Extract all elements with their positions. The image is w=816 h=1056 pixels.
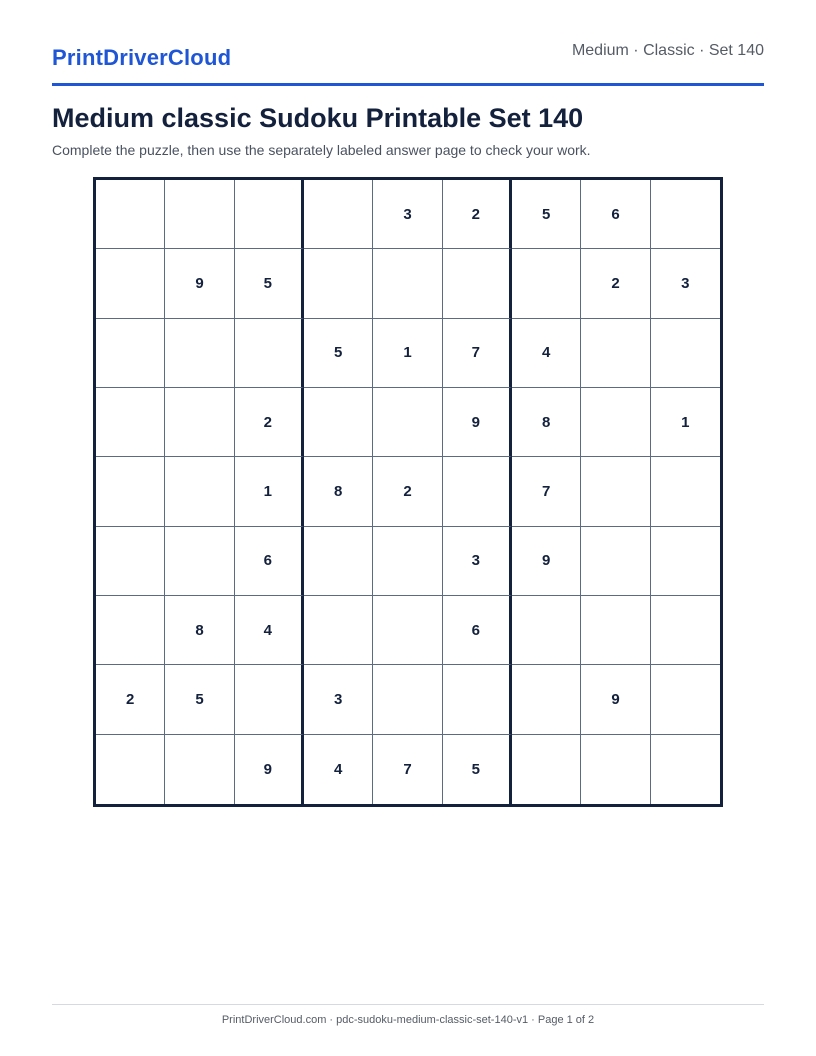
sudoku-cell (165, 319, 234, 388)
sudoku-cell (512, 735, 581, 804)
sudoku-cell: 3 (443, 527, 512, 596)
sudoku-cell: 4 (235, 596, 304, 665)
sudoku-cell: 4 (512, 319, 581, 388)
sudoku-cell (651, 665, 720, 734)
sudoku-cell (304, 249, 373, 318)
sudoku-cell (235, 319, 304, 388)
sudoku-cell: 3 (304, 665, 373, 734)
sudoku-cell (373, 665, 442, 734)
sudoku-cell: 7 (512, 457, 581, 526)
sudoku-cell: 9 (581, 665, 650, 734)
sudoku-cell (581, 388, 650, 457)
sudoku-cell (373, 249, 442, 318)
sudoku-cell (165, 457, 234, 526)
sudoku-cell: 3 (651, 249, 720, 318)
sudoku-cell (96, 596, 165, 665)
sudoku-cell (651, 180, 720, 249)
sudoku-cell: 8 (165, 596, 234, 665)
sudoku-cell (512, 665, 581, 734)
sudoku-cell (96, 457, 165, 526)
sudoku-cell (512, 249, 581, 318)
sudoku-cell: 6 (235, 527, 304, 596)
sudoku-cell (651, 735, 720, 804)
sudoku-cell: 2 (96, 665, 165, 734)
sudoku-cell (581, 596, 650, 665)
sudoku-cell (304, 388, 373, 457)
sudoku-cell (165, 527, 234, 596)
sudoku-cell: 2 (373, 457, 442, 526)
sudoku-cell: 6 (581, 180, 650, 249)
sudoku-cell: 2 (581, 249, 650, 318)
sudoku-cell (96, 388, 165, 457)
sudoku-cell: 1 (651, 388, 720, 457)
header-divider (52, 83, 764, 86)
sudoku-cell: 9 (443, 388, 512, 457)
header-meta: Medium · Classic · Set 140 (571, 42, 764, 59)
sudoku-cell: 7 (443, 319, 512, 388)
sudoku-cell (165, 388, 234, 457)
sudoku-cell (443, 249, 512, 318)
page-title: Medium classic Sudoku Printable Set 140 (52, 103, 584, 133)
sudoku-cell (165, 180, 234, 249)
sudoku-cell (96, 527, 165, 596)
sudoku-cell (304, 596, 373, 665)
sudoku-cell: 9 (235, 735, 304, 804)
sudoku-cell (512, 596, 581, 665)
sudoku-cell (581, 735, 650, 804)
sudoku-cell: 1 (235, 457, 304, 526)
sudoku-cell (651, 527, 720, 596)
sudoku-grid (93, 177, 723, 807)
sudoku-cell (581, 527, 650, 596)
sudoku-cell: 1 (373, 319, 442, 388)
sudoku-cell (651, 457, 720, 526)
sudoku-cell (581, 319, 650, 388)
sudoku-cell: 6 (443, 596, 512, 665)
sudoku-cell: 9 (165, 249, 234, 318)
sudoku-cell (443, 457, 512, 526)
sudoku-cell (304, 180, 373, 249)
sudoku-cell: 8 (512, 388, 581, 457)
sudoku-cell: 5 (512, 180, 581, 249)
sudoku-cell (165, 735, 234, 804)
sudoku-cell: 5 (165, 665, 234, 734)
sudoku-cell: 9 (512, 527, 581, 596)
sudoku-cell: 8 (304, 457, 373, 526)
sudoku-cell (235, 180, 304, 249)
sudoku-cell: 4 (304, 735, 373, 804)
sudoku-cell (373, 388, 442, 457)
sudoku-cell: 5 (304, 319, 373, 388)
sudoku-cell (651, 596, 720, 665)
footer-text: PrintDriverCloud.com · pdc-sudoku-medium-classic-set-140-v1 · Page 1 of 2 (221, 1014, 595, 1026)
sudoku-cell (373, 596, 442, 665)
brand-logo: PrintDriverCloud (52, 45, 232, 70)
sudoku-cell: 3 (373, 180, 442, 249)
sudoku-cell: 5 (235, 249, 304, 318)
page-subtitle: Complete the puzzle, then use the separately labeled answer page to check your work. (52, 142, 591, 158)
sudoku-cell: 5 (443, 735, 512, 804)
sudoku-cell: 2 (443, 180, 512, 249)
sudoku-cell (304, 527, 373, 596)
sudoku-cell: 2 (235, 388, 304, 457)
sudoku-cell (96, 180, 165, 249)
sudoku-cell (96, 249, 165, 318)
sudoku-cell (235, 665, 304, 734)
sudoku-cell (651, 319, 720, 388)
footer-divider (52, 1004, 764, 1005)
sudoku-cell (373, 527, 442, 596)
sudoku-cell: 7 (373, 735, 442, 804)
sudoku-cell (581, 457, 650, 526)
sudoku-cell (96, 319, 165, 388)
sudoku-cell (443, 665, 512, 734)
sudoku-cell (96, 735, 165, 804)
